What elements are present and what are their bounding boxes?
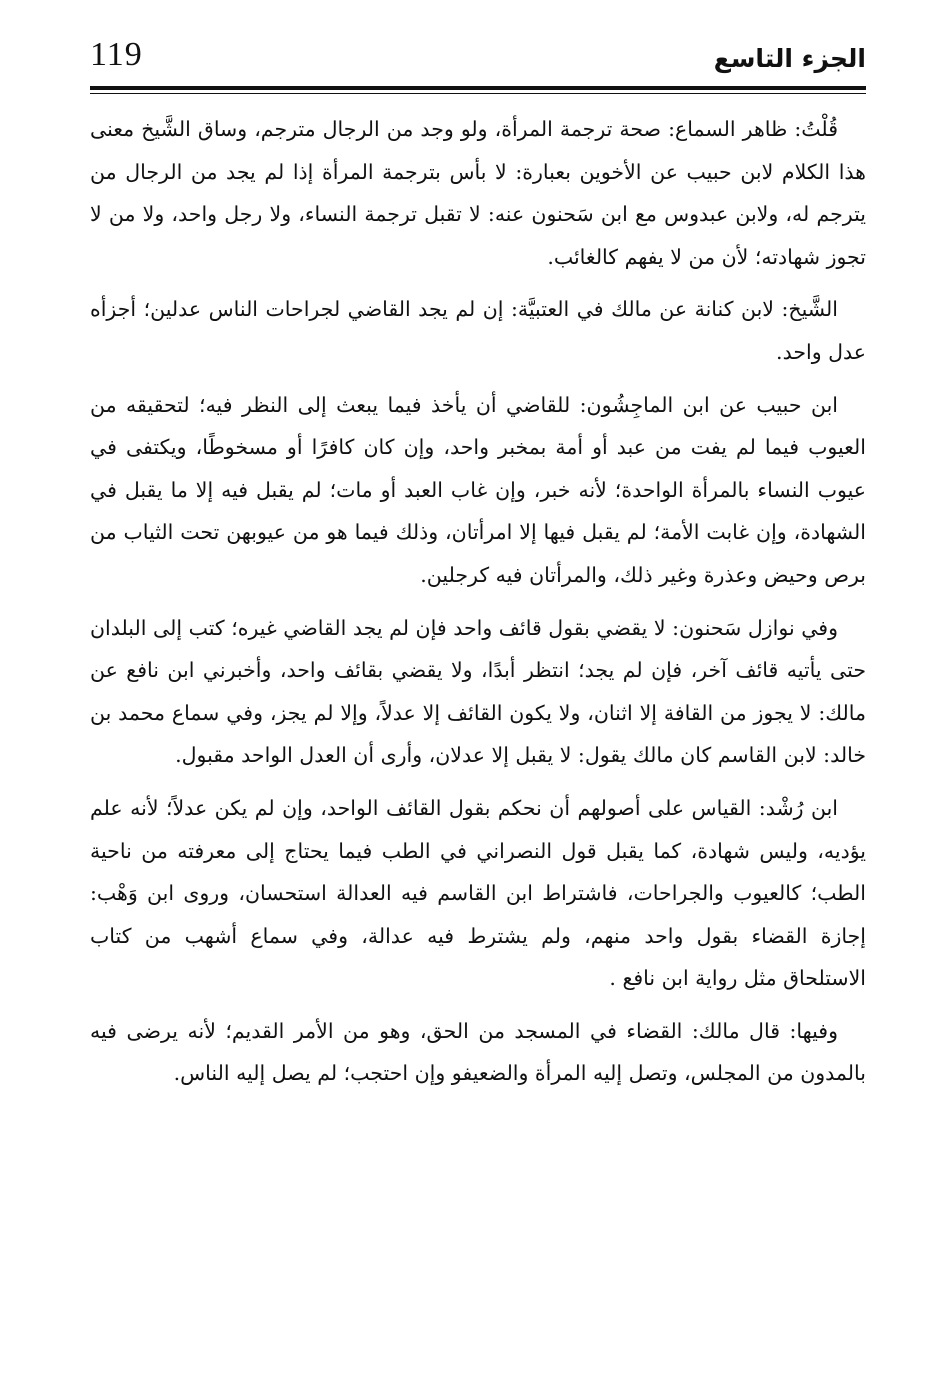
header-rule-thin (90, 93, 866, 94)
running-title: الجزء التاسع (713, 44, 866, 73)
paragraph-ibn-kinana: الشَّيخ: لابن كنانة عن مالك في العتبيَّة: إن لم يجد القاضي لجراحات الناس عدلين؛ أجزأه عدل واحد. (90, 297, 866, 364)
paragraph-ibn-habib: ابن حبيب عن ابن الماجِشُون: للقاضي أن يأخذ فيما يبعث إلى النظر فيه؛ لتحقيقه من العيوب فيما لم يفت من عبد أو أمة بمخبر واحد، وإن كان كافرًا أو مسخوطًا، ويكتفى في عيوب النساء بالمرأة الواحدة؛ لأنه خبر، وإن غاب العبد أو مات؛ لم يقبل فيه إلا ما يقبل في الشهادة، وإن غابت الأمة؛ لم يقبل فيها إلا امرأتان، وذلك فيما هو من عيوبهن تحت الثياب من برص وحيض وعذرة وغير ذلك، والمرأتان فيه كرجلين. (90, 392, 866, 587)
paragraph-ibn-rushd: ابن رُشْد: القياس على أصولهم أن نحكم بقول القائف الواحد، وإن لم يكن عدلاً؛ لأنه علم يؤديه، وليس شهادة، كما يقبل قول النصراني في الطب فيما يحتاج إلى معرفته من ناحية الطب؛ كالعيوب والجراحات، فاشتراط ابن القاسم فيه العدالة استحسان، وروى ابن وَهْب: إجازة القضاء بقول واحد منهم، ولم يشترط فيه عدالة، وفي سماع أشهب من كتاب الاستلحاق مثل رواية ابن نافع . (90, 795, 866, 991)
page-number: 119 (90, 36, 143, 73)
page-body (90, 108, 866, 1105)
header-rule-thick (90, 86, 866, 90)
paragraph-translation: قُلْتُ: ظاهر السماع: صحة ترجمة المرأة، ولو وجد من الرجال مترجم، وساق الشَّيخ معنى هذا الكلام لابن حبيب عن الأخوين بعبارة: لا بأس بترجمة المرأة إذا لم يجد من الرجال من يترجم له، ولابن عبدوس مع ابن سَحنون عنه: لا تقبل ترجمة النساء، ولا رجل واحد، ولا من لا تجوز شهادته؛ لأن من لا يفهم كالغائب. (90, 117, 866, 269)
paragraph-malik-mosque: وفيها: قال مالك: القضاء في المسجد من الحق، وهو من الأمر القديم؛ لأنه يرضى فيه بالمدون من المجلس، وتصل إليه المرأة والضعيفو وإن احتجب؛ لم يصل إليه الناس. (90, 1018, 866, 1086)
paragraph-nawazil-sahnun: وفي نوازل سَحنون: لا يقضي بقول قائف واحد فإن لم يجد القاضي غيره؛ كتب إلى البلدان حتى يأتيه قائف آخر، فإن لم يجد؛ انتظر أبدًا، ولا يقضي بقائف واحد، وأخبرني ابن نافع عن مالك: لا يجوز من القافة إلا اثنان، ولا يكون القائف إلا عدلاً، وإلا لم يجز، وفي سماع محمد بن خالد: لابن القاسم كان مالك يقول: لا يقبل إلا عدلان، وأرى أن العدل الواحد مقبول. (90, 615, 866, 768)
page-header (90, 30, 866, 90)
